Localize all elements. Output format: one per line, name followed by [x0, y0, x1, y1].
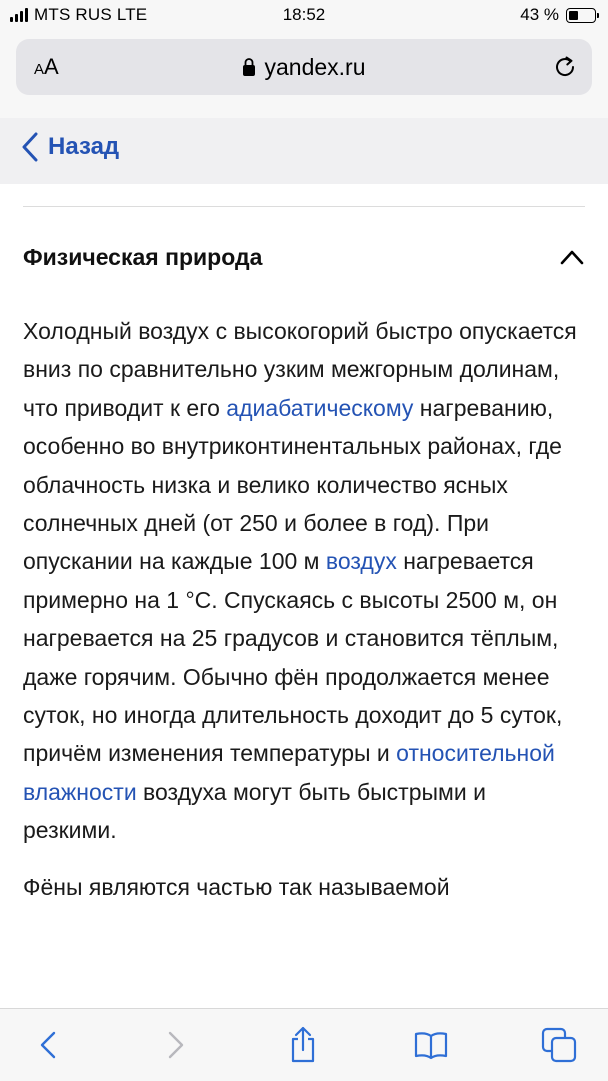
- browser-bottom-toolbar: [0, 1008, 608, 1081]
- chevron-up-icon[interactable]: [559, 248, 585, 266]
- link-relative-humidity[interactable]: относительной влажности: [23, 740, 555, 805]
- url-display[interactable]: [16, 39, 592, 95]
- status-bar: [0, 0, 608, 34]
- section-title: Физическая природа: [23, 243, 263, 270]
- address-bar[interactable]: [16, 39, 592, 95]
- battery-level-fill: [569, 11, 578, 20]
- status-time: 18:52: [282, 5, 326, 24]
- back-label: Назад: [48, 133, 120, 160]
- tabs-icon: [541, 1027, 577, 1063]
- lock-icon: [242, 57, 256, 77]
- carrier-label: MTS RUS LTE: [34, 5, 148, 24]
- tabs-button[interactable]: [537, 1023, 581, 1067]
- paragraph-1-text-d: воздуха могут быть быстрыми и резкими.: [23, 778, 486, 844]
- battery-percent: 43 %: [520, 5, 559, 24]
- paragraph-2: Фёны являются частью так называемой: [23, 873, 450, 900]
- chevron-left-icon: [22, 132, 38, 162]
- share-icon: [288, 1026, 318, 1064]
- paragraph-1: [23, 312, 585, 850]
- forward-icon: [166, 1030, 186, 1060]
- paragraph-1-text-b: нагреванию, особенно во внутриконтинентальных районах, где облачность низка и велико количество ясных солнечных дней (от 250 и более в год). При опускании на каждые 100 м: [23, 394, 562, 575]
- browser-top-chrome: [0, 0, 608, 119]
- section-divider: [23, 206, 585, 207]
- forward-button[interactable]: [154, 1023, 198, 1067]
- back-icon: [38, 1030, 58, 1060]
- share-button[interactable]: [281, 1023, 325, 1067]
- status-right: [520, 5, 596, 25]
- article-body: [23, 312, 585, 906]
- link-adiabatic[interactable]: адиабатическому: [226, 394, 414, 421]
- paragraph-1-text-c: нагревается примерно на 1 °C. Спускаясь с высоты 2500 м, он нагревается на 25 градусов и становится тёплым, даже горячим. Обычно фён продолжается менее суток, но иногда длительность доходит до 5 суток, причём изменения температуры и: [23, 548, 563, 767]
- bookmarks-icon: [413, 1030, 449, 1060]
- back-link[interactable]: [22, 132, 119, 162]
- url-text: yandex.ru: [264, 53, 366, 80]
- text-size-small-a: A: [34, 61, 45, 78]
- page-header: [0, 118, 608, 184]
- article-content: [0, 184, 608, 1008]
- battery-icon: [566, 8, 596, 23]
- text-size-large-a: A: [44, 54, 59, 79]
- reload-icon[interactable]: [552, 54, 578, 80]
- section-header-toggle[interactable]: [23, 238, 585, 276]
- bookmarks-button[interactable]: [409, 1023, 453, 1067]
- back-button[interactable]: [26, 1023, 70, 1067]
- paragraph-1-text-a: Холодный воздух с высокогорий быстро опускается вниз по сравнительно узким межгорным долинам, что приводит к его: [23, 318, 577, 421]
- link-air[interactable]: воздух: [325, 548, 397, 575]
